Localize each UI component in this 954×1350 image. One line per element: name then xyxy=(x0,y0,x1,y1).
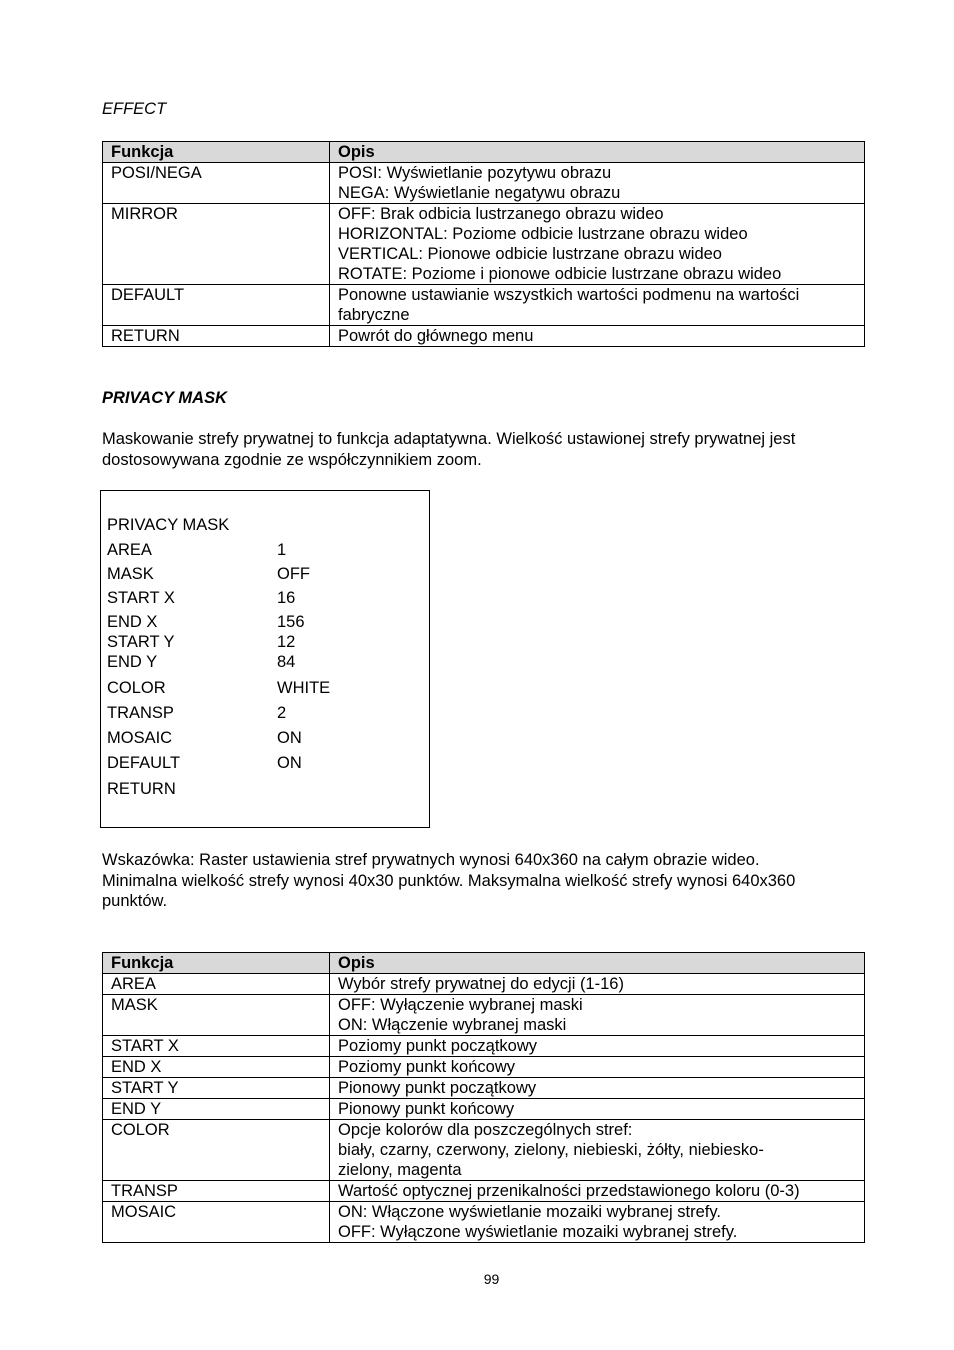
cell-func: RETURN xyxy=(103,326,330,347)
desc-line: fabryczne xyxy=(338,306,410,324)
table-row xyxy=(103,974,865,995)
desc-line: Powrót do głównego menu xyxy=(338,327,534,345)
menu-item-label: END Y xyxy=(107,653,158,671)
menu-item-label: START Y xyxy=(107,633,175,651)
intro-line: dostosowywana zgodnie ze współczynnikiem zoom. xyxy=(102,450,482,469)
cell-func: START Y xyxy=(103,1078,330,1099)
cell-desc xyxy=(330,1057,865,1078)
table-header-row xyxy=(103,953,865,974)
menu-item-label: RETURN xyxy=(107,780,176,798)
desc-line: VERTICAL: Pionowe odbicie lustrzane obrazu wideo xyxy=(338,245,722,263)
column-header-funkcja: Funkcja xyxy=(103,953,330,974)
menu-item-value: 2 xyxy=(277,704,287,722)
effect-table xyxy=(102,141,865,347)
cell-desc xyxy=(330,1120,865,1181)
menu-item-label: TRANSP xyxy=(107,704,174,722)
effect-heading: EFFECT xyxy=(102,100,167,118)
cell-func: START X xyxy=(103,1036,330,1057)
cell-desc xyxy=(330,974,865,995)
table-row xyxy=(103,1181,865,1202)
desc-line: HORIZONTAL: Poziome odbicie lustrzane obrazu wideo xyxy=(338,225,748,243)
desc-line: ON: Włączenie wybranej maski xyxy=(338,1016,567,1034)
table-row xyxy=(103,204,865,285)
column-header-opis: Opis xyxy=(330,142,865,163)
desc-line: Wybór strefy prywatnej do edycji (1-16) xyxy=(338,975,624,993)
cell-func: MASK xyxy=(103,995,330,1036)
cell-func: TRANSP xyxy=(103,1181,330,1202)
table-row xyxy=(103,285,865,326)
desc-line: Wartość optycznej przenikalności przedstawionego koloru (0-3) xyxy=(338,1182,800,1200)
cell-func: MOSAIC xyxy=(103,1202,330,1243)
cell-desc xyxy=(330,326,865,347)
desc-line: OFF: Brak odbicia lustrzanego obrazu wideo xyxy=(338,205,664,223)
menu-item-label: MASK xyxy=(107,565,154,583)
menu-item-label: MOSAIC xyxy=(107,729,173,747)
desc-line: Pionowy punkt początkowy xyxy=(338,1079,537,1097)
desc-line: ROTATE: Poziome i pionowe odbicie lustrzane obrazu wideo xyxy=(338,265,782,283)
table-row xyxy=(103,1120,865,1181)
menu-item-value: WHITE xyxy=(277,679,331,697)
desc-line: OFF: Wyłączenie wybranej maski xyxy=(338,996,583,1014)
desc-line: NEGA: Wyświetlanie negatywu obrazu xyxy=(338,184,621,202)
hint-line: punktów. xyxy=(102,892,168,910)
desc-line: Opcje kolorów dla poszczególnych stref: xyxy=(338,1121,633,1139)
cell-desc xyxy=(330,1099,865,1120)
desc-line: Poziomy punkt końcowy xyxy=(338,1058,515,1076)
cell-func: END X xyxy=(103,1057,330,1078)
cell-func: AREA xyxy=(103,974,330,995)
table-row xyxy=(103,1057,865,1078)
hint-line: Wskazówka: Raster ustawienia stref prywatnych wynosi 640x360 na całym obrazie wideo. xyxy=(102,851,760,869)
menu-item-value: ON xyxy=(277,754,302,772)
column-header-opis: Opis xyxy=(330,953,865,974)
privacy-hint xyxy=(102,850,795,912)
table-row xyxy=(103,1202,865,1243)
desc-line: Pionowy punkt końcowy xyxy=(338,1100,515,1118)
menu-item-value: 1 xyxy=(277,541,287,559)
cell-desc xyxy=(330,163,865,204)
table-row xyxy=(103,326,865,347)
cell-desc xyxy=(330,1078,865,1099)
menu-item-label: COLOR xyxy=(107,679,166,697)
table-row xyxy=(103,1099,865,1120)
menu-title: PRIVACY MASK xyxy=(107,516,230,534)
privacy-menu-box xyxy=(100,490,430,828)
menu-item-value: 156 xyxy=(277,613,305,631)
desc-line: OFF: Wyłączone wyświetlanie mozaiki wybranej strefy. xyxy=(338,1223,738,1241)
cell-func: END Y xyxy=(103,1099,330,1120)
menu-item-label: DEFAULT xyxy=(107,754,181,772)
desc-line: biały, czarny, czerwony, zielony, niebieski, żółty, niebiesko- xyxy=(338,1141,764,1159)
desc-line: Ponowne ustawianie wszystkich wartości podmenu na wartości xyxy=(338,286,800,304)
menu-item-value: 12 xyxy=(277,633,296,651)
menu-item-value: ON xyxy=(277,729,302,747)
table-row xyxy=(103,1078,865,1099)
desc-line: zielony, magenta xyxy=(338,1161,462,1179)
menu-item-value: 16 xyxy=(277,589,296,607)
table-header-row xyxy=(103,142,865,163)
cell-func: DEFAULT xyxy=(103,285,330,326)
menu-item-label: AREA xyxy=(107,541,152,559)
cell-desc xyxy=(330,1036,865,1057)
desc-line: POSI: Wyświetlanie pozytywu obrazu xyxy=(338,164,612,182)
desc-line: Poziomy punkt początkowy xyxy=(338,1037,538,1055)
cell-desc xyxy=(330,1181,865,1202)
privacy-heading: PRIVACY MASK xyxy=(102,389,227,407)
page-number: 99 xyxy=(483,1271,500,1287)
menu-item-value: OFF xyxy=(277,565,310,583)
hint-line: Minimalna wielkość strefy wynosi 40x30 punktów. Maksymalna wielkość strefy wynosi 640x360 xyxy=(102,871,796,890)
cell-desc xyxy=(330,995,865,1036)
intro-line: Maskowanie strefy prywatnej to funkcja adaptatywna. Wielkość ustawionej strefy prywatnej jest xyxy=(102,430,796,448)
cell-func: POSI/NEGA xyxy=(103,163,330,204)
table-row xyxy=(103,1036,865,1057)
desc-line: ON: Włączone wyświetlanie mozaiki wybranej strefy. xyxy=(338,1203,721,1221)
menu-item-value: 84 xyxy=(277,653,296,671)
table-row xyxy=(103,995,865,1036)
privacy-table xyxy=(102,952,865,1243)
column-header-funkcja: Funkcja xyxy=(103,142,330,163)
menu-item-label: START X xyxy=(107,589,175,607)
table-row xyxy=(103,163,865,204)
cell-desc xyxy=(330,285,865,326)
privacy-intro xyxy=(102,429,795,470)
cell-desc xyxy=(330,1202,865,1243)
cell-desc xyxy=(330,204,865,285)
cell-func: COLOR xyxy=(103,1120,330,1181)
cell-func: MIRROR xyxy=(103,204,330,285)
menu-item-label: END X xyxy=(107,613,158,631)
